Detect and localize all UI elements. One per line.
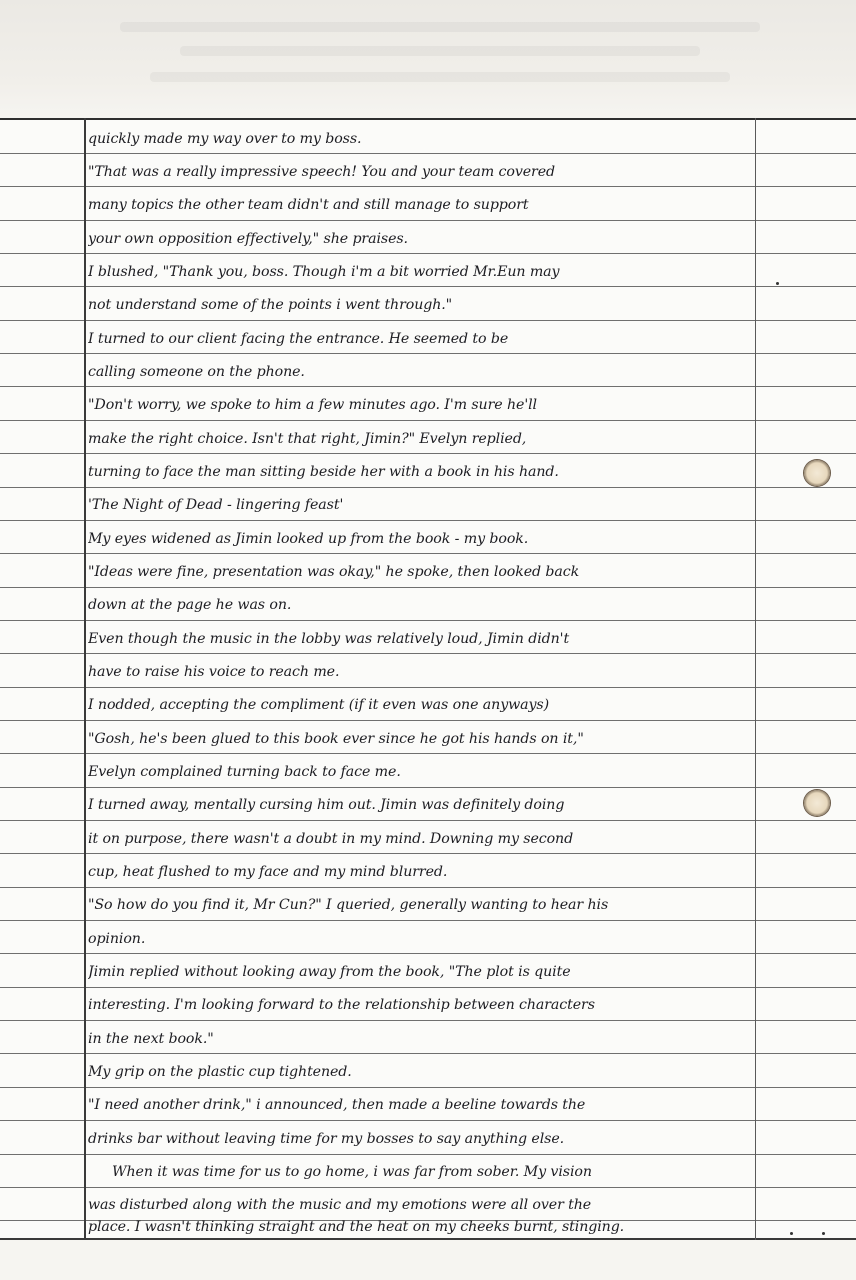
text-line: Evelyn complained turning back to face me. <box>88 764 401 780</box>
text-line: interesting. I'm looking forward to the relationship between characters <box>88 997 595 1013</box>
ruled-line <box>0 920 856 921</box>
text-line: "So how do you find it, Mr Cun?" I queried, generally wanting to hear his <box>88 897 609 913</box>
text-line: opinion. <box>88 931 146 947</box>
ruled-line <box>0 186 856 187</box>
ruled-line <box>0 953 856 954</box>
bleed-through-mark <box>180 46 700 56</box>
ruled-line <box>0 520 856 521</box>
text-line: drinks bar without leaving time for my bosses to say anything else. <box>88 1131 565 1147</box>
ruled-line <box>0 987 856 988</box>
ruled-line <box>0 353 856 354</box>
ruled-line <box>0 420 856 421</box>
ruled-line <box>0 820 856 821</box>
ruled-line <box>0 853 856 854</box>
text-line: I blushed, "Thank you, boss. Though i'm a bit worried Mr.Eun may <box>88 264 560 280</box>
ruled-line <box>0 1154 856 1155</box>
text-line: "Don't worry, we spoke to him a few minutes ago. I'm sure he'll <box>88 397 537 413</box>
text-line: When it was time for us to go home, i was far from sober. My vision <box>112 1164 592 1180</box>
text-line: I nodded, accepting the compliment (if it even was one anyways) <box>88 697 550 713</box>
text-line: cup, heat flushed to my face and my mind blurred. <box>88 864 448 880</box>
ruled-line <box>0 1120 856 1121</box>
ruled-line <box>0 220 856 221</box>
text-line: Jimin replied without looking away from the book, "The plot is quite <box>88 964 571 980</box>
ruled-line <box>0 787 856 788</box>
text-line: "Gosh, he's been glued to this book ever since he got his hands on it," <box>88 731 584 747</box>
ruled-line <box>0 1187 856 1188</box>
text-line: in the next book." <box>88 1031 214 1047</box>
text-line: My grip on the plastic cup tightened. <box>88 1064 352 1080</box>
text-line: was disturbed along with the music and my emotions were all over the <box>88 1197 592 1213</box>
text-line: I turned to our client facing the entrance. He seemed to be <box>88 331 509 347</box>
ruled-line <box>0 453 856 454</box>
text-line: many topics the other team didn't and still manage to support <box>88 197 529 213</box>
text-line: it on purpose, there wasn't a doubt in my mind. Downing my second <box>88 831 574 847</box>
ink-dot <box>790 1232 793 1235</box>
ink-dot <box>776 282 779 285</box>
text-line: down at the page he was on. <box>88 597 292 613</box>
left-margin-line <box>84 118 86 1240</box>
ruled-line <box>0 553 856 554</box>
ruled-line <box>0 887 856 888</box>
text-line: turning to face the man sitting beside her with a book in his hand. <box>88 464 559 480</box>
text-line: calling someone on the phone. <box>88 364 305 380</box>
bleed-through-mark <box>150 72 730 82</box>
text-line: your own opposition effectively," she praises. <box>88 231 408 247</box>
ruled-line <box>0 620 856 621</box>
bleed-through-mark <box>120 22 760 32</box>
ink-dot <box>822 1232 825 1235</box>
ruled-line <box>0 587 856 588</box>
ruled-line <box>0 1053 856 1054</box>
ruled-line <box>0 653 856 654</box>
text-line: make the right choice. Isn't that right, Jimin?" Evelyn replied, <box>88 431 527 447</box>
text-line: My eyes widened as Jimin looked up from the book - my book. <box>88 531 529 547</box>
ruled-line <box>0 253 856 254</box>
text-line: 'The Night of Dead - lingering feast' <box>88 497 344 513</box>
ruled-line <box>0 753 856 754</box>
text-line: "I need another drink," i announced, then made a beeline towards the <box>88 1097 586 1113</box>
text-line: I turned away, mentally cursing him out. Jimin was definitely doing <box>88 797 565 813</box>
ruled-line <box>0 720 856 721</box>
text-line: "Ideas were fine, presentation was okay," he spoke, then looked back <box>88 564 580 580</box>
ruled-line <box>0 386 856 387</box>
ruled-line <box>0 153 856 154</box>
text-line: have to raise his voice to reach me. <box>88 664 340 680</box>
ruled-line <box>0 687 856 688</box>
binder-hole <box>804 790 830 816</box>
ruled-line <box>0 487 856 488</box>
text-line: quickly made my way over to my boss. <box>88 131 362 147</box>
ruled-line <box>0 1020 856 1021</box>
text-line: place. I wasn't thinking straight and the heat on my cheeks burnt, stinging. <box>88 1219 625 1235</box>
binder-hole <box>804 460 830 486</box>
scan-top-edge <box>0 0 856 118</box>
text-line: "That was a really impressive speech! You and your team covered <box>88 164 555 180</box>
ruled-line <box>0 286 856 287</box>
top-rule <box>0 118 856 120</box>
text-line: not understand some of the points i went through." <box>88 297 453 313</box>
text-line: Even though the music in the lobby was relatively loud, Jimin didn't <box>88 631 570 647</box>
ruled-line <box>0 1087 856 1088</box>
ruled-line <box>0 320 856 321</box>
